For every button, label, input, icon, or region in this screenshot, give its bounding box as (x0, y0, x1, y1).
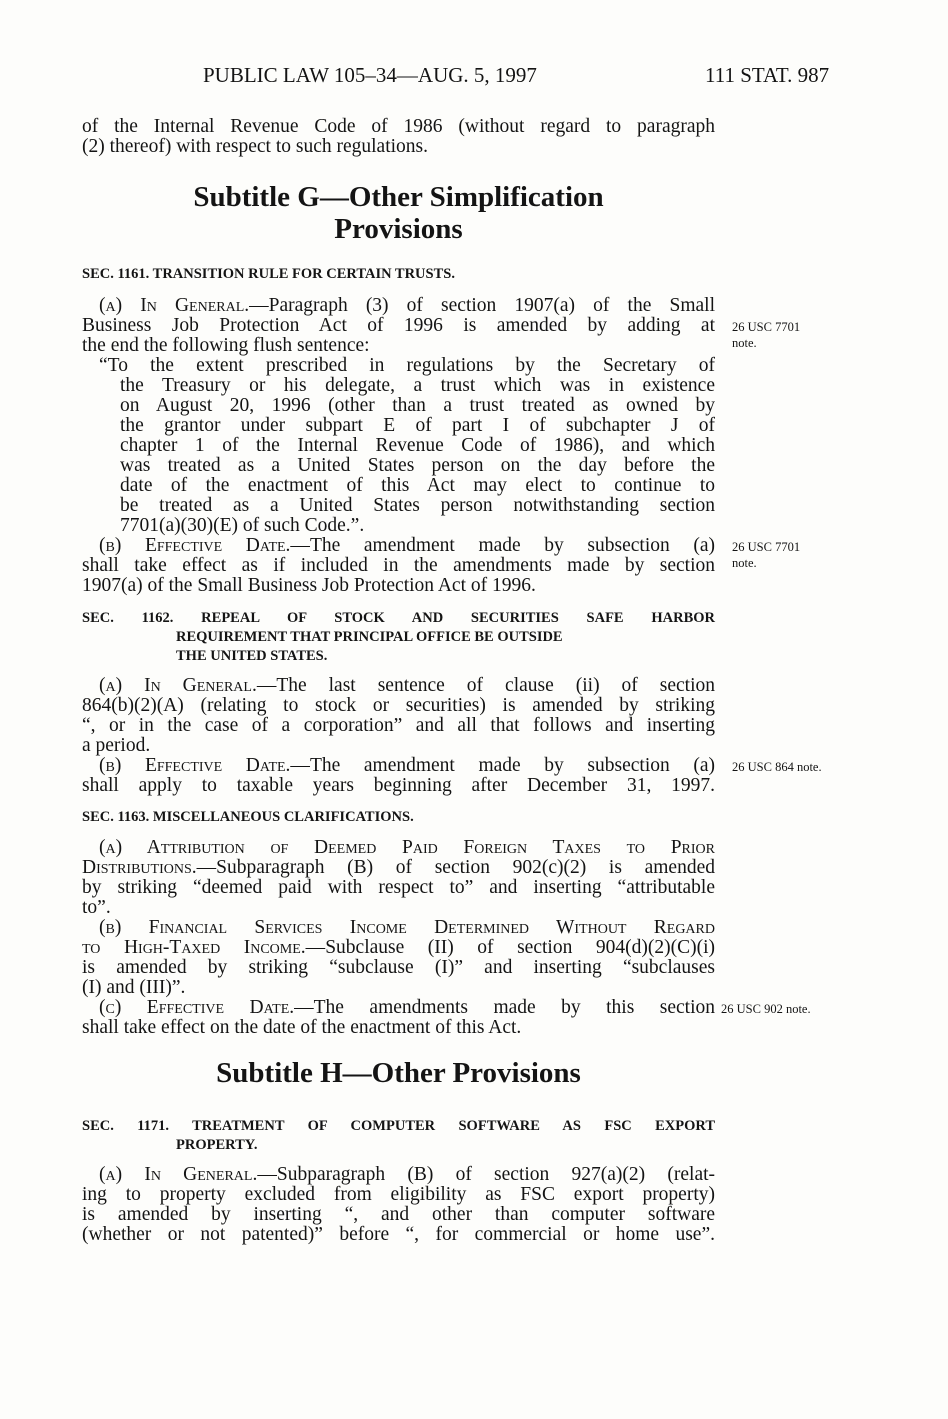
quote-line-5: chapter 1 of the Internal Revenue Code of 1986), and which (120, 435, 715, 456)
section-1171-heading-line-2: PROPERTY. (176, 1137, 258, 1153)
sec1163-a-label-line: (a) Attribution of Deemed Paid Foreign Taxes to Prior (99, 837, 715, 858)
sec1161-b-line-3: 1907(a) of the Small Business Job Protection Act of 1996. (82, 575, 536, 596)
sec1162-a-line-3: “, or in the case of a corporation” and all that follows and inserting (82, 715, 715, 736)
sec1161-a-label: (a) In General.— (99, 295, 269, 316)
sec1163-b-line-3: is amended by striking “subclause (I)” and inserting “subclauses (82, 957, 715, 978)
sec1162-a-line-1 (99, 676, 715, 696)
subtitle-h: Subtitle H—Other Provisions (216, 1057, 581, 1089)
sec1163-c-line-1 (99, 998, 715, 1018)
sec1163-b-text: Subclause (II) of section 904(d)(2)(C)(i) (325, 937, 715, 958)
intro-line-2: (2) thereof) with respect to such regulations. (82, 136, 429, 157)
sec1162-b-text: The amendment made by subsection (a) (309, 755, 715, 776)
sec1171-a-line-3: is amended by inserting “, and other than computer software (82, 1204, 715, 1225)
quote-line-2: the Treasury or his delegate, a trust which was in existence (120, 375, 715, 396)
margin-note-usc-7701-a: 26 USC 7701 (732, 320, 801, 334)
sec1163-b-label-line: (b) Financial Services Income Determined Without Regard (99, 917, 715, 938)
sec1163-b-line-2 (82, 938, 715, 958)
sec1163-a-label-2: Distributions.— (82, 857, 217, 878)
section-1162-heading-line-2: REQUIREMENT THAT PRINCIPAL OFFICE BE OUTSIDE (176, 629, 563, 645)
margin-note-usc-7701-b-note: note. (732, 556, 757, 570)
sec1161-a-line-2: Business Job Protection Act of 1996 is amended by adding at (82, 315, 715, 336)
quote-line-8: be treated as a United States person notwithstanding section (120, 495, 715, 516)
section-1171-heading-line-1: SEC. 1171. TREATMENT OF COMPUTER SOFTWARE AS FSC EXPORT (82, 1118, 715, 1134)
sec1161-b-line-2: shall take effect as if included in the amendments made by section (82, 555, 715, 576)
sec1162-b-line-2: shall apply to taxable years beginning after December 31, 1997. (82, 775, 715, 796)
quote-line-1: “To the extent prescribed in regulations by the Secretary of (99, 355, 715, 376)
section-1162-heading-line-3: THE UNITED STATES. (176, 648, 328, 664)
margin-note-usc-902: 26 USC 902 note. (721, 1002, 811, 1016)
margin-note-usc-864: 26 USC 864 note. (732, 760, 822, 774)
sec1163-a-text: Subparagraph (B) of section 902(c)(2) is amended (216, 857, 715, 878)
sec1163-a-line-3: by striking “deemed paid with respect to” and inserting “attributable (82, 877, 715, 898)
sec1163-b-label-2: to High-Taxed Income.— (82, 937, 326, 958)
sec1161-a-text: Paragraph (3) of section 1907(a) of the Small (268, 295, 716, 316)
sec1171-a-line-1 (99, 1165, 715, 1185)
sec1171-a-text: Subparagraph (B) of section 927(a)(2) (relat- (276, 1164, 716, 1185)
sec1161-b-text: The amendment made by subsection (a) (309, 535, 715, 556)
quote-line-4: the grantor under subpart E of part I of subchapter J of (120, 415, 715, 436)
subtitle-g-line-2: Provisions (334, 213, 463, 245)
quote-line-9: 7701(a)(30)(E) of such Code.”. (120, 515, 365, 536)
sec1162-b-line-1 (99, 756, 715, 776)
section-1161-heading: SEC. 1161. TRANSITION RULE FOR CERTAIN TRUSTS. (82, 266, 455, 282)
sec1161-b-line-1 (99, 536, 715, 556)
sec1163-a-line-4: to”. (82, 897, 111, 918)
sec1171-a-line-4: (whether or not patented)” before “, for commercial or home use”. (82, 1224, 715, 1245)
sec1163-b-line-4: (I) and (III)”. (82, 977, 186, 998)
section-1162-heading-line-1: SEC. 1162. REPEAL OF STOCK AND SECURITIES SAFE HARBOR (82, 610, 715, 626)
sec1171-a-line-2: ing to property excluded from eligibility as FSC export property) (82, 1184, 715, 1205)
sec1162-a-text: The last sentence of clause (ii) of section (276, 675, 715, 696)
sec1161-a-line-3: the end the following flush sentence: (82, 335, 370, 356)
sec1162-a-line-2: 864(b)(2)(A) (relating to stock or securities) is amended by striking (82, 695, 715, 716)
sec1163-c-label: (c) Effective Date.— (99, 997, 314, 1018)
quote-line-7: date of the enactment of this Act may elect to continue to (120, 475, 715, 496)
intro-line-1: of the Internal Revenue Code of 1986 (without regard to paragraph (82, 116, 715, 137)
quote-line-6: was treated as a United States person on the day before the (120, 455, 715, 476)
sec1163-a-line-2 (82, 858, 715, 878)
sec1162-a-line-4: a period. (82, 735, 151, 756)
sec1161-a-line-1 (99, 296, 715, 316)
margin-note-usc-7701-b: 26 USC 7701 (732, 540, 801, 554)
sec1163-c-text: The amendments made by this section (313, 997, 715, 1018)
quote-line-3: on August 20, 1996 (other than a trust treated as owned by (120, 395, 715, 416)
sec1171-a-label: (a) In General.— (99, 1164, 277, 1185)
section-1163-heading: SEC. 1163. MISCELLANEOUS CLARIFICATIONS. (82, 809, 414, 825)
margin-note-usc-7701-a-note: note. (732, 336, 757, 350)
sec1163-c-line-2: shall take effect on the date of the enactment of this Act. (82, 1017, 522, 1038)
running-header-stat: 111 STAT. 987 (705, 63, 830, 87)
sec1161-b-label: (b) Effective Date.— (99, 535, 310, 556)
running-header-title: PUBLIC LAW 105–34—AUG. 5, 1997 (203, 63, 537, 87)
sec1162-a-label: (a) In General.— (99, 675, 277, 696)
subtitle-g-line-1: Subtitle G—Other Simplification (193, 181, 604, 213)
sec1162-b-label: (b) Effective Date.— (99, 755, 310, 776)
